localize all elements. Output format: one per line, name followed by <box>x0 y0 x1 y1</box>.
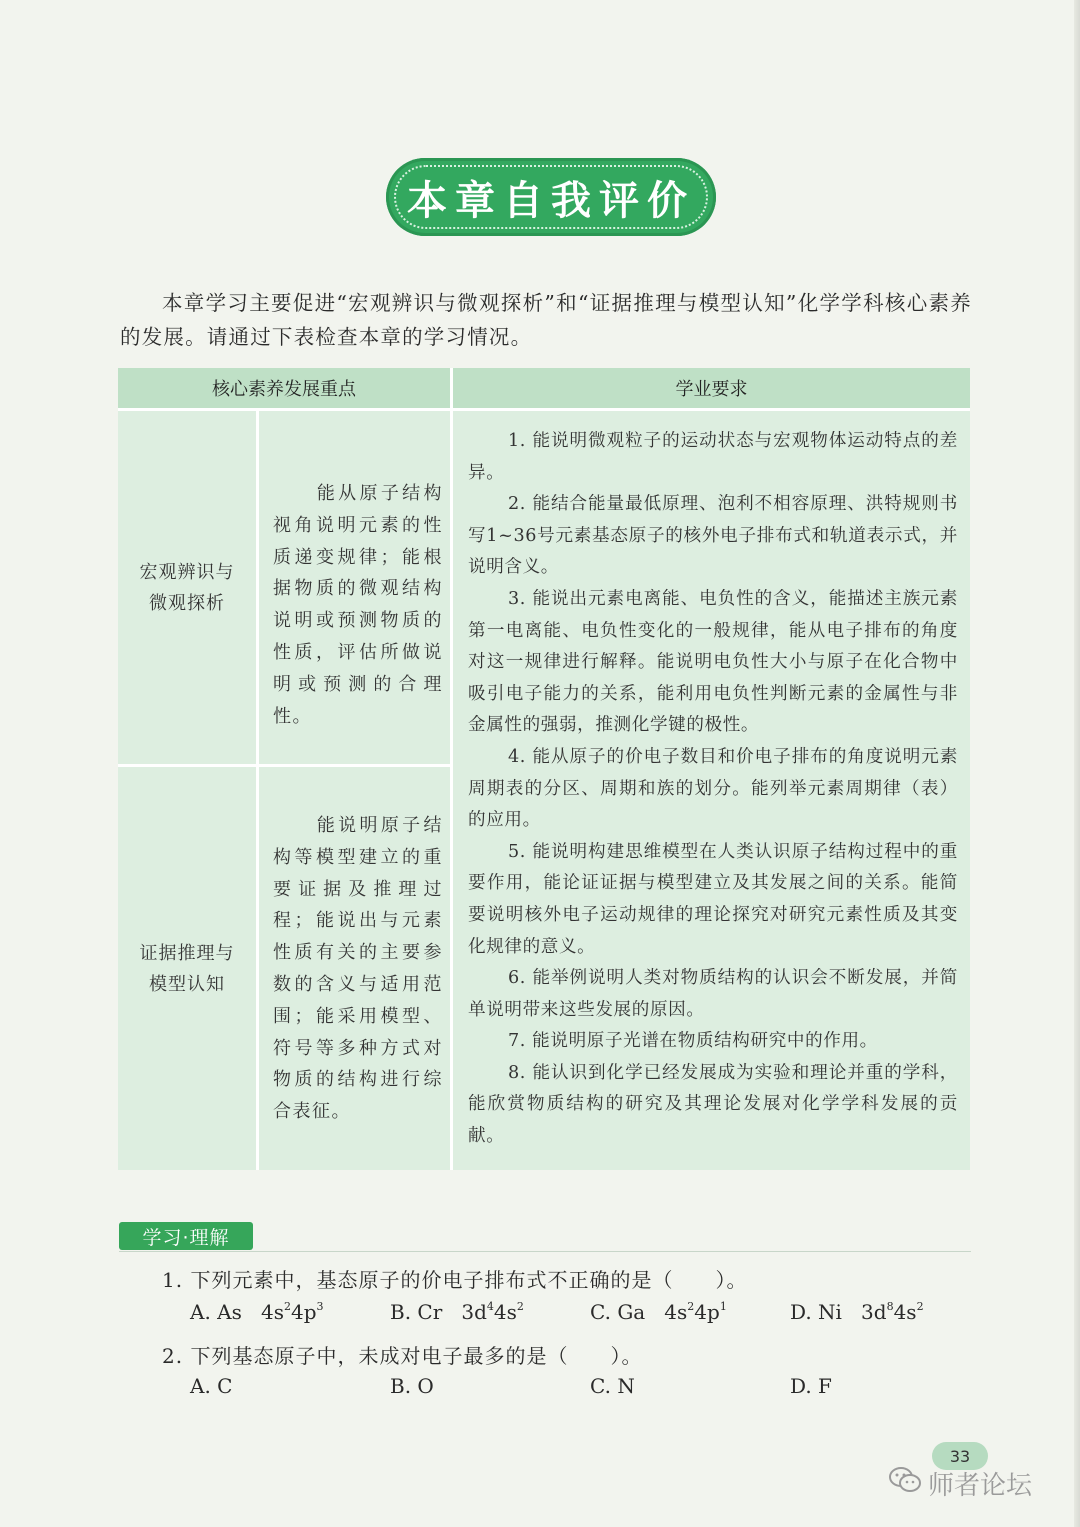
table-divider-category <box>256 408 259 1170</box>
evaluation-table <box>118 368 970 1170</box>
requirement-item: 4. 能从原子的价电子数目和价电子排布的角度说明元素周期表的分区、周期和族的划分。能列举元素周期律（表）的应用。 <box>468 746 958 831</box>
requirement-item: 5. 能说明构建思维模型在人类认识原子结构过程中的重要作用，能论证证据与模型建立及其发展之间的关系。能简要说明核外电子运动规律的理论探究对研究元素性质及其变化规律的意义。 <box>468 841 958 957</box>
watermark <box>888 1462 1058 1504</box>
table-header-requirements: 学业要求 <box>453 368 970 408</box>
category-line: 微观探析 <box>149 592 225 614</box>
table-header-focus: 核心素养发展重点 <box>118 368 450 408</box>
watermark-text: 师者论坛 <box>928 1470 1033 1501</box>
question-2-option-b: B. O <box>390 1374 434 1398</box>
wechat-icon <box>888 1465 922 1502</box>
question-2-option-a: A. C <box>190 1374 233 1398</box>
requirements-list <box>468 426 958 1153</box>
question-1-option-b: B. Cr $3d^44s^2$ <box>390 1300 524 1324</box>
page-edge <box>1074 0 1080 1527</box>
category-line: 证据推理与 <box>139 942 235 964</box>
section-rule <box>119 1251 971 1252</box>
question-2-stem: 2. 下列基态原子中，未成对电子最多的是（ ）。 <box>162 1344 643 1368</box>
focus-macro-micro <box>273 478 443 732</box>
requirement-item: 6. 能举例说明人类对物质结构的认识会不断发展，并简单说明带来这些发展的原因。 <box>468 968 958 1020</box>
title-banner-border <box>394 165 708 229</box>
focus-text: 能说明原子结构等模型建立的重要证据及推理过程；能说出与元素性质有关的主要参数的含义与适用范围；能采用模型、符号等多种方式对物质的结构进行综合表征。 <box>273 815 443 1123</box>
category-evidence-model <box>118 767 256 1170</box>
question-2-option-d: D. F <box>790 1374 832 1398</box>
section-tag: 学习·理解 <box>119 1222 253 1250</box>
requirement-item: 1. 能说明微观粒子的运动状态与宏观物体运动特点的差异。 <box>468 431 958 483</box>
intro-paragraph: 本章学习主要促进“宏观辨识与微观探析”和“证据推理与模型认知”化学学科核心素养的发展。请通过下表检查本章的学习情况。 <box>120 291 972 349</box>
requirement-item: 2. 能结合能量最低原理、泡利不相容原理、洪特规则书写1~36号元素基态原子的核外电子排布式和轨道表示式，并说明含义。 <box>468 494 958 578</box>
question-1-stem: 1. 下列元素中，基态原子的价电子排布式不正确的是（ ）。 <box>162 1268 748 1292</box>
focus-evidence-model <box>273 810 443 1128</box>
category-macro-micro <box>118 411 256 764</box>
question-1-option-a: A. As $4s^24p^3$ <box>190 1300 324 1324</box>
question-2-option-c: C. N <box>590 1374 635 1398</box>
page-title: 本章自我评价 <box>407 177 695 224</box>
title-banner <box>386 158 716 236</box>
question-1-option-c: C. Ga $4s^24p^1$ <box>590 1300 727 1324</box>
table-divider-main <box>450 368 453 1170</box>
requirement-item: 3. 能说出元素电离能、电负性的含义，能描述主族元素第一电离能、电负性变化的一般规律，能从电子排布的角度对这一规律进行解释。能说明电负性大小与原子在化合物中吸引电子能力的关系，能利用电负性判断元素的金属性与非金属性的强弱，推测化学键的极性。 <box>468 588 958 736</box>
requirement-item: 7. 能说明原子光谱在物质结构研究中的作用。 <box>508 1031 878 1052</box>
page-number: 33 <box>932 1442 988 1470</box>
focus-text: 能从原子结构视角说明元素的性质递变规律；能根据物质的微观结构说明或预测物质的性质，评估所做说明或预测的合理性。 <box>273 483 443 727</box>
requirement-item: 8. 能认识到化学已经发展成为实验和理论并重的学科，能欣赏物质结构的研究及其理论发展对化学学科发展的贡献。 <box>468 1062 958 1147</box>
category-line: 宏观辨识与 <box>139 561 235 583</box>
category-line: 模型认知 <box>149 973 225 995</box>
question-1-option-d: D. Ni $3d^84s^2$ <box>790 1300 924 1324</box>
